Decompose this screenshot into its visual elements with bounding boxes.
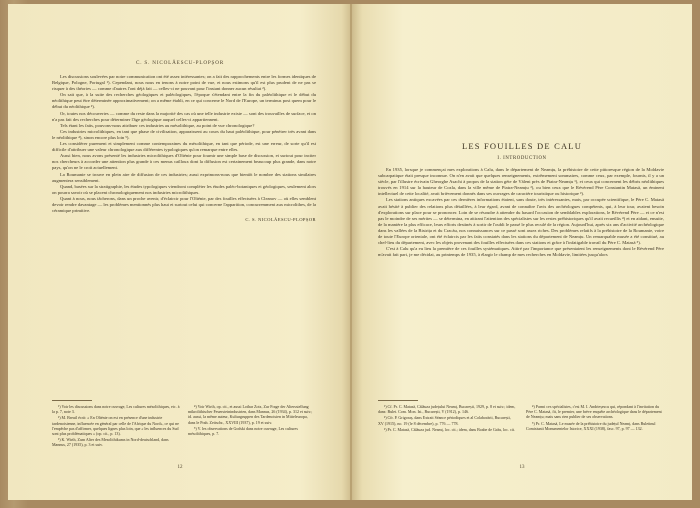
left-body-text [52, 74, 316, 223]
running-head: C. S. NICOLĂESCU-PLOPȘOR [135, 60, 225, 66]
author-signature: C. S. NICOLĂESCU-PLOPȘOR [245, 217, 316, 223]
paragraph: C'est à Calu qu'a eu lieu la première de ces fouilles systématiques. Attiré par l'importance que présentaient les renseignements dont le Révérend Père m'avait fait part, je me décidai, au printemps de 1935, à élargir le champ de mes recherches en Moldavie, limitées jusqu'alors [378, 246, 664, 258]
chapter-title: LES FOUILLES DE CALU [461, 141, 583, 151]
footnote-column [378, 404, 516, 433]
paragraph: Les stations antiques excavées par ces dernières informations étaient, sans doute, très intéressantes, mais, par occupée scientifique, le Père C. Matasă avait hésité à publier des relations plus détaillées, à leur égard, avant de connaître l'avis des archéologues compétents, qui, à leur tour, avaient besoin d'explorations sur place pour se prononcer. Loin de se résoudre à attendre du hasard l'occasion de semblables explorations, le Révérend Père — et ce n'est pas le moindre de ses mérites — se détermina, en attirant l'attention des spécialistes sur les restes préhistoriques qu'il avait recueillis ⁴) et en aidant, ensuite, de la manière la plus efficace, leurs efforts destinés à sortir de l'oubli le passé le plus reculé de la région. Aujourd'hui, après six ans d'activité archéologique dans les vallées de la Bistrița et du Cracău, nos connaissances sur ce passé sont assez riches. Des problèmes relatifs à la préhistoire de la Roumanie, voire de toute l'Europe orientale, ont été éclaircis par les faits constatés dans les stations du département de Neamțu. Un remarquable musée a été constitué, au chef-lieu du département, avec les objets provenant des fouilles effectuées dans ces stations et grâce à l'infatigable travail du Père C. Matasă ⁵). [378, 197, 664, 246]
footnote-column [526, 404, 664, 432]
footnote: ⁵) Pr. C. Matasă, Le musée de la préhistoire du județul Neamț, dans Buletinul Comisiunii Monumentelor Istorice, XXXI (1938), fasc. 97, p. 97 — 132. [526, 420, 656, 431]
footnote: ¹) Cf. Pr. C. Matasă, Călăuza județului Neamț, Bucarești, 1929, p. 8 et suiv.; idem, dans: Bulet. Com. Mon. Ist., Bucarești, V (1912), p. 146. [378, 404, 516, 415]
left-page [8, 4, 352, 500]
footnote: ¹) Voir les discussions dans notre ouvrage, Les cultures mésolithiques, etc. à la p. 7, note 3. [52, 404, 180, 415]
paragraph: La Roumanie se trouve en plein aire de diffusion de ces industries; aussi exprimons-nous que bientôt le nombre des stations similaires augmentera sensiblement. [52, 171, 316, 183]
footnote: ²) M. Breuil écrit: « En Olténie on est en présence d'une industrie tardenoisienne, influencée en général par celle de l'Afrique du Nord», ce qui ne l'empêche pas d'affirmer, quelques lignes plus loin, que « les influences du Sud sont plus problématiques » (op. cit., p. 13). [52, 415, 179, 437]
right-body-text [378, 167, 664, 258]
footnote: ²) Cfr. P. Grigoraș, dans Extrait Séance périodiques et al Colaborării, Bucarești, XV (1915), no. 19 (le 8 décembre), p. 776 — 778. [378, 415, 511, 426]
paragraph: On sait que, à la suite des recherches géologiques et paléologiques, l'époque s'étendant entre la fin du paléolithique et le début du néolithique peut être déterminée approximativement; on a même établi, en ce qui concerne le Nord de l'Europe, un terminus post quem pour le début du néolithique ³). [52, 92, 316, 110]
paragraph: Tels étant les faits, pouvons-nous attribuer ces industries au mésolithique, au point de vue chronologique? [60, 122, 255, 128]
paragraph: Les discussions soulevées par notre communication ont été assez intéressantes; on a fait des rapprochements entre les formes identiques de Belgique, Pologne, Portugal ¹). Cependant, nous nous en tenons à notre point de vue, et nous estimons qu'il est plus prudent de ne pas se risquer à des théories — comme d'autres l'ont déjà fait — celles-ci ne pouvant pour l'instant donner aucun résultat ²). [52, 74, 316, 92]
paragraph: Or, toutes nos découvertes — comme du reste dans la majorité des cas où une telle industrie existe — sont des trouvailles de surface, et on n'a pas fait des recherches pour déterminer l'âge géologique auquel celles-ci appartiennent. [52, 110, 316, 122]
paragraph: Quant à nous, nous tâcherons, dans un proche avenir, d'éclaircir pour l'Olténie, par des fouilles effectuées à Cleanov — où elles semblent devoir rendre davantage — les problèmes mentionnés plus haut et surtout celui qui concerne l'apparition, concurremment aux microlithes, de la céramique primitive. [52, 195, 316, 214]
footnote-column [188, 404, 316, 437]
paragraph: Quand, basées sur la stratigraphie, les études typologiques viendront compléter les études paléo-botaniques et géologiques, seulement alors on pourra savoir où se placent chronologiquement nos industries microlithiques. [52, 183, 316, 195]
right-page [352, 4, 692, 500]
paragraph: Les considérer purement et simplement comme contemporaines du mésolithique, en tant que période, est une erreur, de sorte qu'il est difficile d'attribuer une valeur chronologique aux différentes typologiques qu'on remarque entre elles. [52, 141, 316, 153]
footnote: ⁴) Parmi ces spécialistes, c'est M. I. Andrieșescu qui, répondant à l'invitation du Père C. Matasă, fit, le premier, une brève enquête archéologique dans le département de Neamțu; mais sans rien publier de ses observations. [526, 404, 662, 420]
page-number: 13 [519, 465, 525, 470]
paragraph: En 1935, lorsque je commençai mes explorations à Calu, dans le département de Neamțu, la préhistoire de cette pittoresque région de la Moldavie subcarpatique était presque inconnue. On n'en avait que quelques renseignements, extrêmement sommaires, comme ceux, par exemple, fournis, il y a un siècle, par l'illustre écrivain Gheorghe Asachi à propos de la station gète de Văleni près de Piatra-Neamțu ¹), et ceux qui concernent les débris néolithiques trouvés en 1914 sur la hauteur de Cozla, dans la ville même de Piatra-Neamțu ²), ou bien ceux que le Révérend Père Constantin Matasă, un éminent intellectuel de cette localité, avait brièvement donnés dans ses ouvrages de caractère touristique ou historique ³). [378, 167, 664, 197]
footnote: ⁵) V. les observations de Godski dans notre ouvrage, Les cultures mésolithiques, p. 7. [188, 425, 298, 437]
paragraph: Aussi bien, nous avons présenté les industries microlithiques d'Olténie pour fournir une simple base de discussion, et surtout pour inciter nos chercheurs à accorder une attention plus grande à ces menus cailloux dont la diffusion est certainement beaucoup plus grande, dans notre pays, qu'on ne le croit actuellement. [52, 153, 316, 171]
page-number: 12 [177, 465, 183, 470]
footnote-rule [378, 400, 418, 401]
footnote-rule [52, 400, 92, 401]
footnote-column [52, 404, 180, 449]
section-title: I. INTRODUCTION [497, 156, 547, 161]
paragraph: Ces industries microlithiques, en tant que phase de civilisation, apparaissent au cours du haut paléolithique, pour pénétrer très avant dans le néolithique ⁴), sinon encore plus loin ⁵). [52, 128, 316, 140]
footnote: ³) Pr. C. Matasă, Călăuza jud. Neamț, loc. cit.; idem, dans Boabe de Grâu, loc. cit. [384, 426, 515, 432]
footnote: ⁴) Voir Wirth, op. cit., et aussi Lothar Zotz, Zur Frage der Altersstellung mikrolithischer Feuersteinindustrien, dans Mannus, 26 (1934), p. 312 et suiv.; id. aussi, la même auteur, Kulturgruppen des Tardenoisien in Mitteleuropa, dans le Prah. Zeitschr., XXVIII (1937), p. 19 et suiv. [188, 404, 313, 425]
footnote: ³) K. Wirth, Zum Alter des Mesolithikums in Nord-deutschland, dans Mannus, 27 (1935), p. 3 et suiv. [52, 437, 169, 448]
